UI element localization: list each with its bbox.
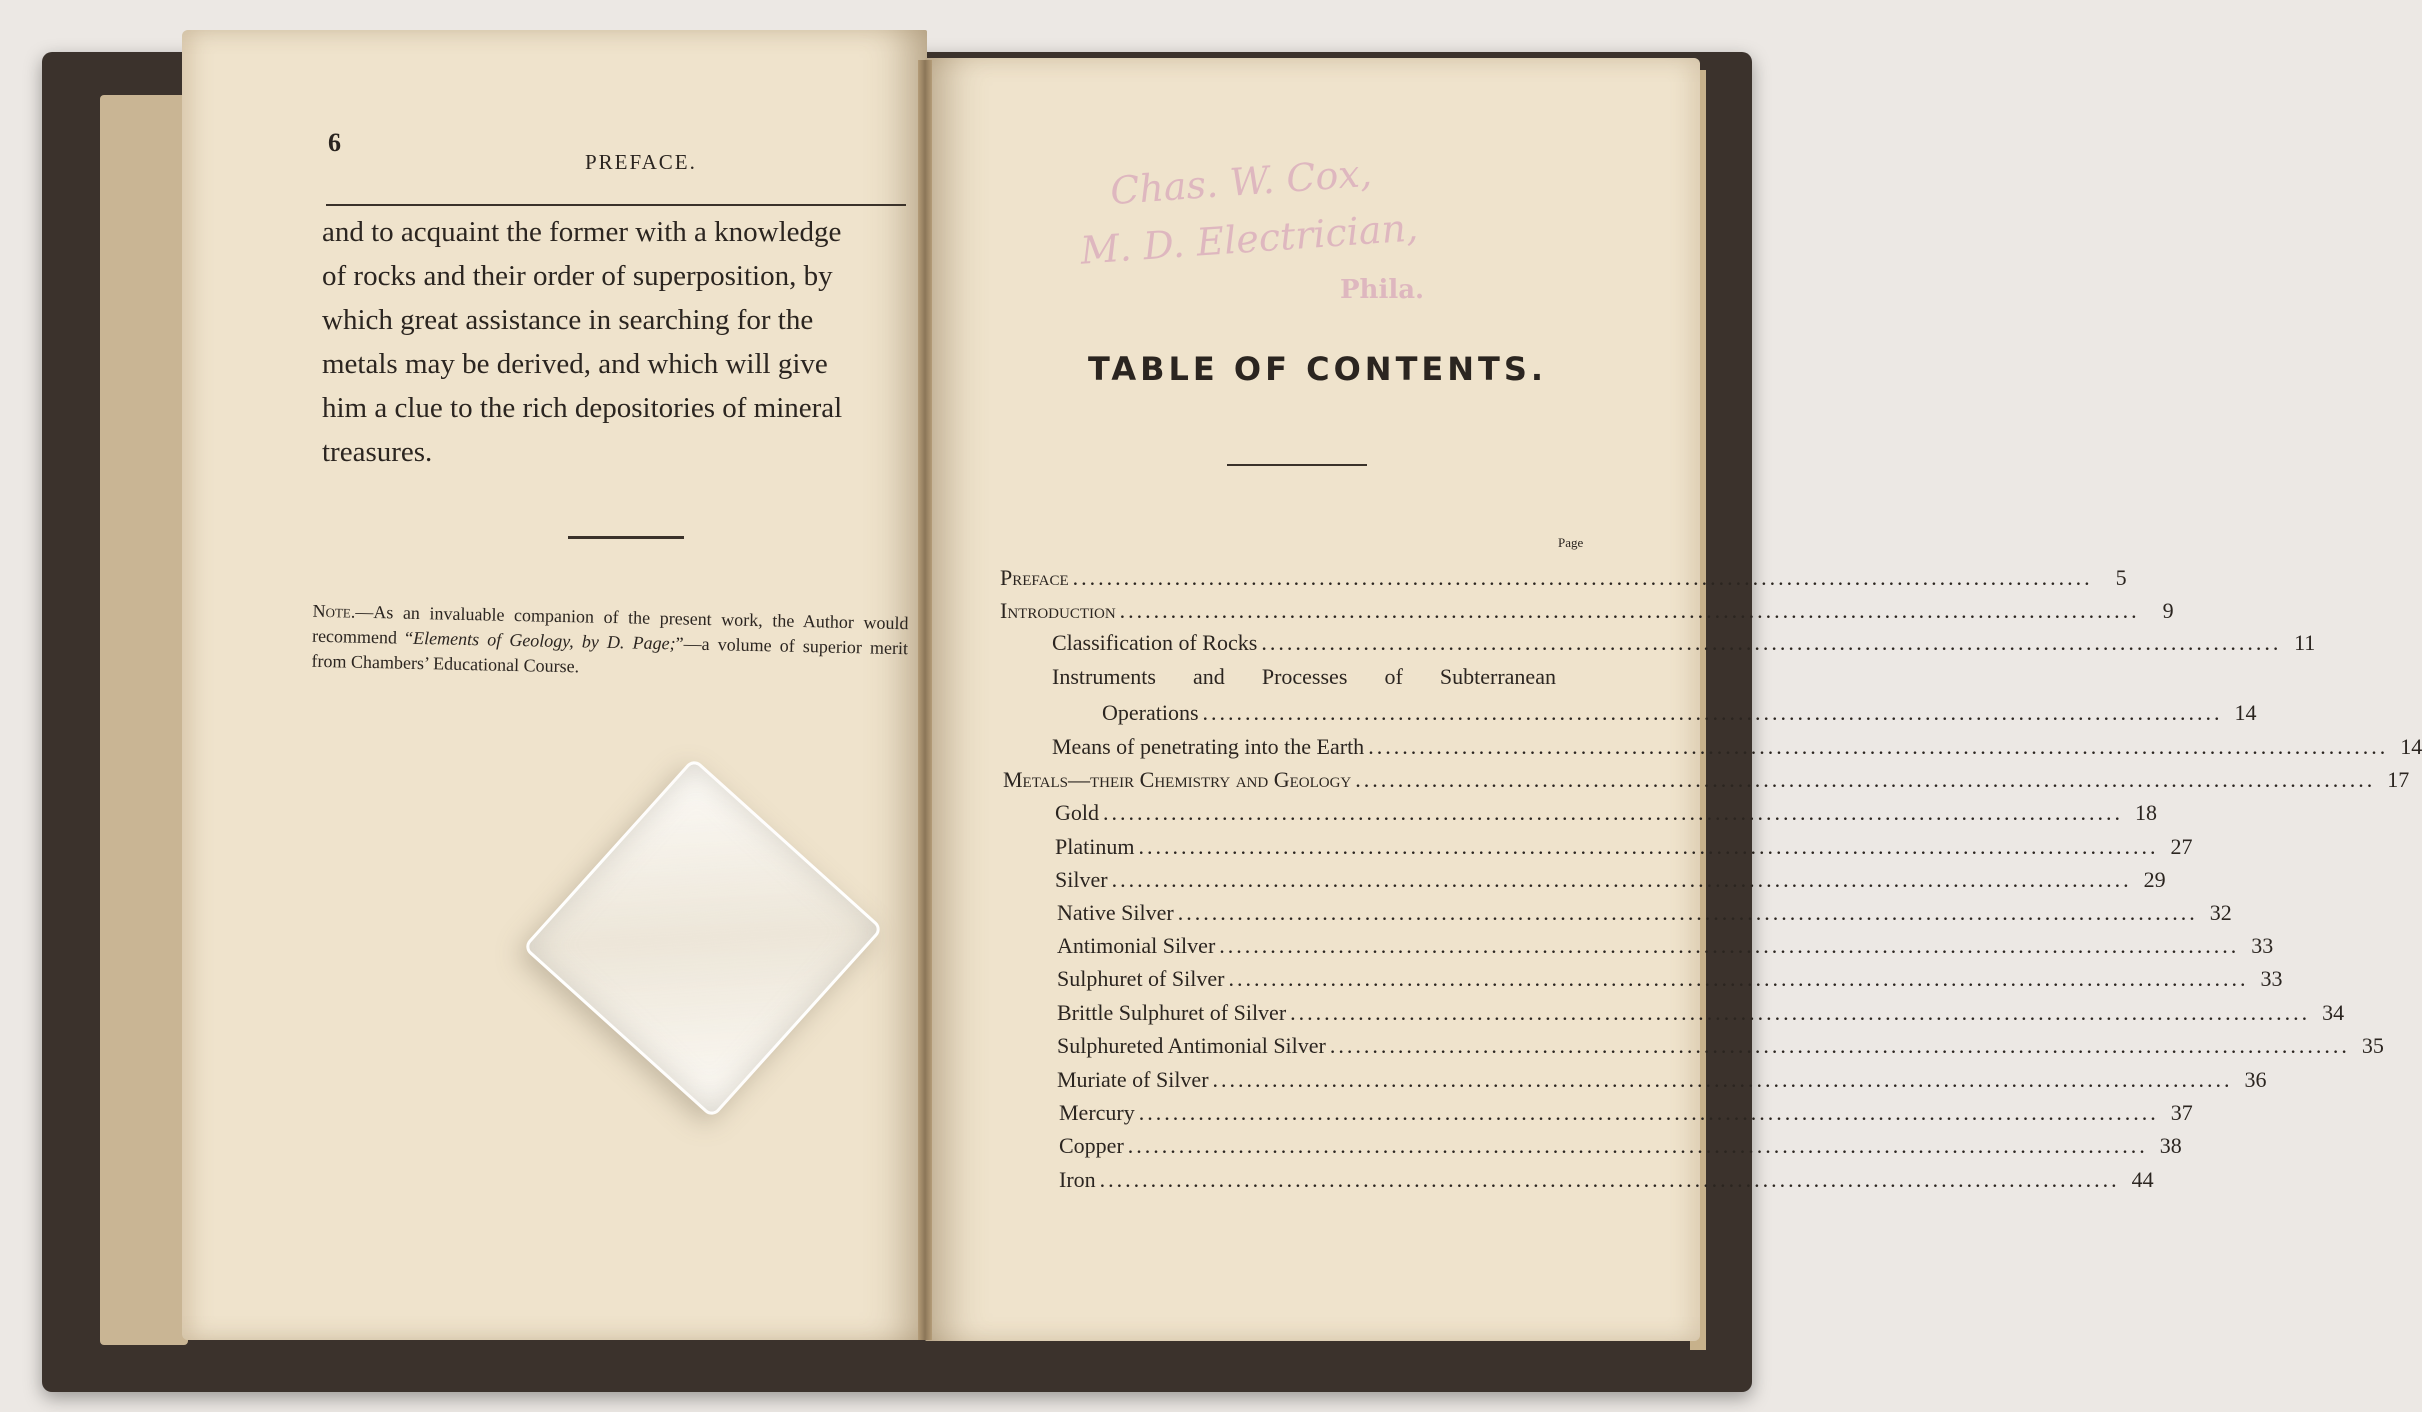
toc-entry-label: Operations <box>1102 700 1199 725</box>
toc-leader-dots: ........................................................................................................................ <box>1368 734 2389 759</box>
toc-entry <box>1059 1167 2154 1193</box>
toc-leader-dots: ........................................................................................................................ <box>1072 565 2093 590</box>
toc-entry <box>1057 900 2232 926</box>
toc-entry-label: Muriate of Silver <box>1057 1067 1209 1092</box>
toc-entry-label: Copper <box>1059 1133 1124 1158</box>
toc-entry-page: 29 <box>2143 867 2166 892</box>
toc-leader-dots: ........................................................................................................................ <box>1103 800 2123 825</box>
toc-entry-page: 5 <box>2115 565 2127 590</box>
toc-entry <box>1000 598 2174 624</box>
toc-entry <box>1052 664 1556 690</box>
toc-entry-label: Means of penetrating into the Earth <box>1052 734 1365 759</box>
toc-entry <box>1059 1100 2193 1126</box>
toc-entry-label: Gold <box>1055 800 1099 825</box>
toc-entry-page: 33 <box>2251 933 2274 958</box>
footnote <box>311 599 908 686</box>
page-number: 6 <box>328 128 341 157</box>
toc-entry <box>1055 867 2166 893</box>
preface-line: and to acquaint the former with a knowledge <box>322 216 842 248</box>
book-gutter <box>918 60 932 1340</box>
stamp-line: Chas. W. Cox, <box>1108 150 1374 214</box>
preface-line: him a clue to the rich depositories of mineral <box>322 392 843 424</box>
section-divider <box>568 536 684 539</box>
toc-entry-label: Brittle Sulphuret of Silver <box>1057 1000 1287 1025</box>
toc-entry-label: Native Silver <box>1057 900 1174 925</box>
header-rule <box>326 204 906 206</box>
owner-stamp <box>1078 150 1460 335</box>
toc-entry-word: Subterranean <box>1439 664 1556 689</box>
note-label: Note. <box>312 600 356 622</box>
toc-leader-dots: ........................................................................................................................ <box>1138 1100 2159 1125</box>
toc-entry-page: 9 <box>2162 598 2174 623</box>
preface-line: metals may be derived, and which will give <box>322 348 828 380</box>
toc-entry-label: Classification of Rocks <box>1052 630 1258 655</box>
toc-leader-dots: ........................................................................................................................ <box>1329 1033 2350 1058</box>
toc-entry-page: 38 <box>2159 1133 2182 1158</box>
toc-leader-dots: ........................................................................................................................ <box>1212 1067 2233 1092</box>
toc-leader-dots: ........................................................................................................................ <box>1177 900 2198 925</box>
toc-entry-label: Sulphureted Antimonial Silver <box>1057 1033 1326 1058</box>
toc-entry-page: 35 <box>2361 1033 2384 1058</box>
toc-leader-dots: ........................................................................................................................ <box>1355 767 2376 792</box>
toc-entry <box>1057 1067 2267 1093</box>
toc-entry-page: 18 <box>2135 800 2157 825</box>
toc-entry <box>1057 1033 2384 1059</box>
toc-entry-page: 33 <box>2260 966 2283 991</box>
toc-entry <box>1102 700 2257 726</box>
toc-entry-label: Silver <box>1055 867 1108 892</box>
toc-entry <box>1057 966 2283 992</box>
toc-entry-page: 34 <box>2322 1000 2345 1025</box>
toc-entry-page: 37 <box>2170 1100 2193 1125</box>
stamp-line: Phila. <box>1340 275 1425 305</box>
stamp-line: M. D. Electrician, <box>1078 205 1420 273</box>
preface-line: treasures. <box>322 436 433 468</box>
toc-entry-word: Processes <box>1261 664 1348 689</box>
toc-entry-word: of <box>1384 664 1403 689</box>
preface-text <box>322 210 912 474</box>
toc-entry <box>1052 630 2316 656</box>
toc-entry <box>1052 734 2422 760</box>
toc-entry <box>1055 800 2157 826</box>
toc-leader-dots: ........................................................................................................................ <box>1099 1167 2120 1192</box>
toc-leader-dots: ........................................................................................................................ <box>1202 700 2223 725</box>
toc-entry-label: Sulphuret of Silver <box>1057 966 1225 991</box>
toc-entry-word: Instruments <box>1052 664 1156 689</box>
page-column-label: Page <box>1558 535 1584 550</box>
toc-entry-page: 36 <box>2244 1067 2267 1092</box>
toc-entry <box>1000 565 2127 591</box>
toc-entry-page: 44 <box>2131 1167 2154 1192</box>
toc-leader-dots: ........................................................................................................................ <box>1290 1000 2311 1025</box>
toc-leader-dots: ........................................................................................................................ <box>1111 867 2132 892</box>
toc-entry <box>1055 834 2193 860</box>
toc-leader-dots: ........................................................................................................................ <box>1119 598 2140 623</box>
note-italic: Elements of Geology, by D. Page; <box>412 627 676 654</box>
toc-entry-page: 17 <box>2387 767 2410 792</box>
toc-entry-word: and <box>1192 664 1225 689</box>
toc-entry-page: 14 <box>2400 734 2422 759</box>
toc-entry-label: Introduction <box>1000 598 1116 623</box>
page-edges-left <box>100 95 188 1345</box>
toc-leader-dots: ........................................................................................................................ <box>1127 1133 2148 1158</box>
toc-entry-page: 32 <box>2209 900 2232 925</box>
toc-entry-label: Platinum <box>1055 834 1135 859</box>
toc-leader-dots: ........................................................................................................................ <box>1228 966 2249 991</box>
toc-entry-label: Antimonial Silver <box>1057 933 1216 958</box>
toc-leader-dots: ........................................................................................................................ <box>1138 834 2159 859</box>
running-head: PREFACE. <box>585 150 697 174</box>
toc-title: TABLE OF CONTENTS. <box>1088 350 1548 388</box>
toc-entry <box>1003 767 2410 793</box>
title-rule <box>1227 464 1367 466</box>
toc-entry-page: 27 <box>2170 834 2193 859</box>
toc-entry-label: Preface <box>1000 565 1069 590</box>
note-text-end: ”—a volume of superior merit from Chambers’ Educational Course. <box>311 633 909 677</box>
toc-entry <box>1059 1133 2182 1159</box>
toc-entry <box>1057 933 2274 959</box>
toc-leader-dots: ........................................................................................................................ <box>1261 630 2282 655</box>
toc-entry-label: Iron <box>1059 1167 1096 1192</box>
preface-line: of rocks and their order of superposition, by <box>322 260 833 292</box>
toc-entry-page: 11 <box>2294 630 2316 655</box>
toc-entry-page: 14 <box>2234 700 2257 725</box>
toc-leader-dots: ........................................................................................................................ <box>1219 933 2240 958</box>
toc-entry-label: Metals—their Chemistry and Geology <box>1003 767 1352 792</box>
toc-entry-label: Mercury <box>1059 1100 1135 1125</box>
note-text: —As an invaluable companion of the present work, the Author would recommend “ <box>311 601 909 648</box>
toc-entry <box>1057 1000 2345 1026</box>
preface-line: which great assistance in searching for the <box>322 304 814 336</box>
